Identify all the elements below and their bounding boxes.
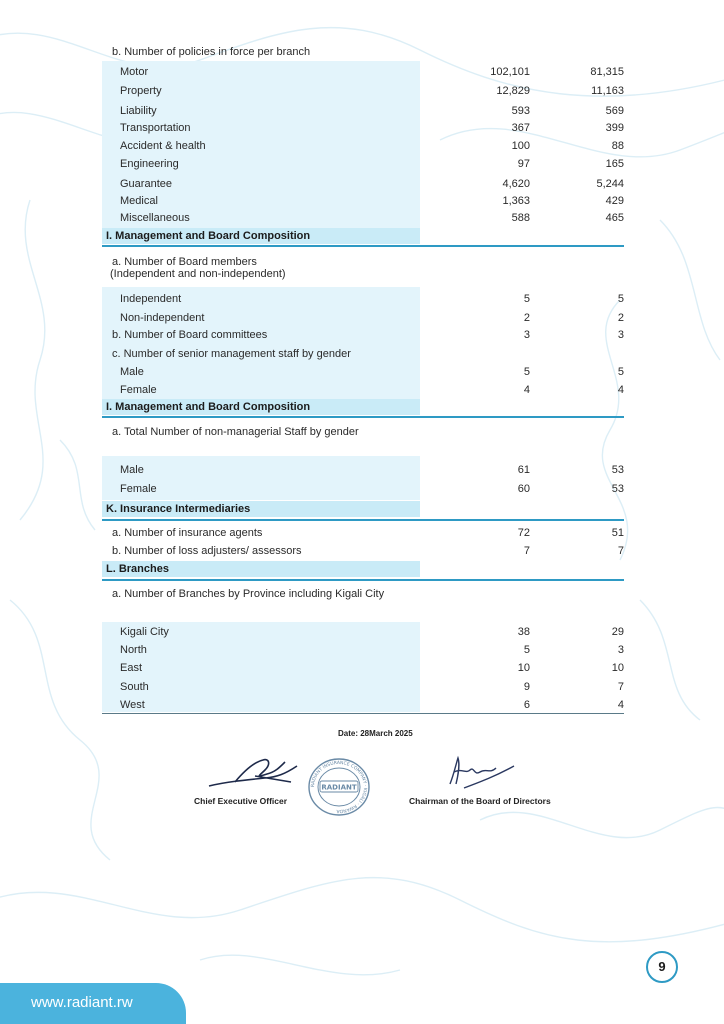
- company-stamp-icon: [306, 756, 372, 818]
- footer-url-link[interactable]: www.radiant.rw: [31, 994, 133, 1011]
- chairman-signature-icon: [444, 754, 520, 792]
- section-divider: [102, 416, 624, 418]
- section-divider: [102, 519, 624, 521]
- table-bottom-divider: [102, 713, 624, 714]
- ceo-signature-icon: [205, 752, 305, 794]
- page-number: 9: [646, 951, 678, 983]
- chairman-title: Chairman of the Board of Directors: [409, 796, 551, 806]
- section-divider: [102, 245, 624, 247]
- stamp-ring-text: RADIANT INSURANCE COMPANY · KIGALI · RWANDA: [310, 760, 368, 814]
- ceo-title: Chief Executive Officer: [194, 796, 288, 806]
- section-header-management: I. Management and Board Composition: [102, 228, 420, 244]
- section-header-branches: L. Branches: [102, 561, 420, 577]
- stamp-name: RADIANT: [321, 783, 357, 792]
- signoff-date: Date: 28March 2025: [338, 729, 413, 738]
- section-header-staff: I. Management and Board Composition: [102, 399, 420, 415]
- footer-bar: [0, 983, 186, 1024]
- section-divider: [102, 579, 624, 581]
- section-header-intermediaries: K. Insurance Intermediaries: [102, 501, 420, 517]
